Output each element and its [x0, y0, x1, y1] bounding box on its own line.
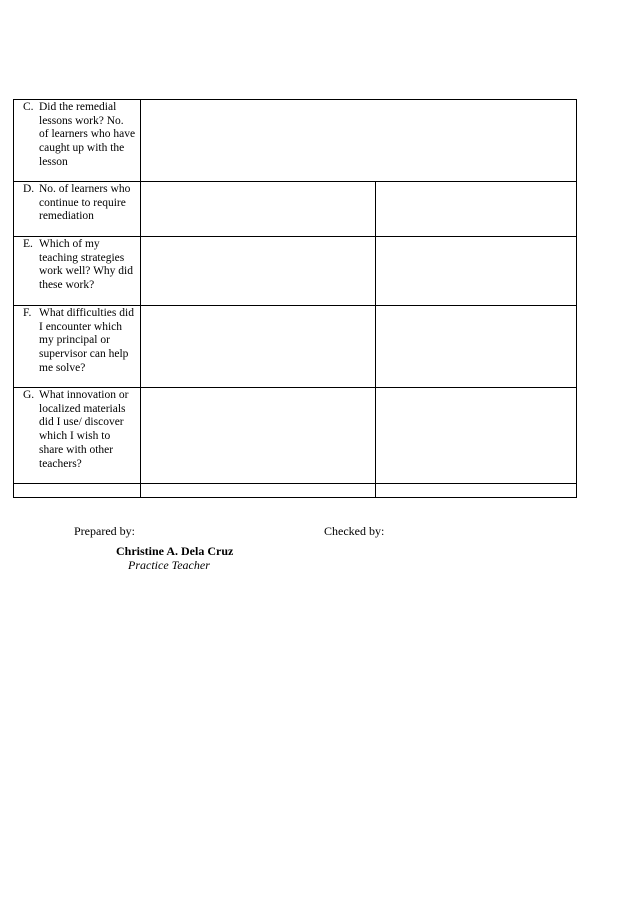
question-cell-f — [14, 306, 141, 388]
question-text: What innovation or localized materials did I use/ discover which I wish to share with other teachers? — [39, 389, 129, 470]
table-row — [14, 306, 577, 388]
prepared-by-label: Prepared by: — [74, 524, 135, 538]
answer-cell-f-2[interactable] — [376, 306, 577, 388]
answer-cell-d-2[interactable] — [376, 182, 577, 237]
reflection-table — [13, 99, 577, 498]
answer-cell-f-1[interactable] — [141, 306, 376, 388]
empty-cell-1 — [14, 484, 141, 498]
question-text: Did the remedial lessons work? No. of learners who have caught up with the lesson — [39, 101, 136, 168]
table-row — [14, 388, 577, 484]
answer-cell-d-1[interactable] — [141, 182, 376, 237]
answer-cell-g-2[interactable] — [376, 388, 577, 484]
question-letter: G. — [23, 389, 35, 401]
empty-cell-2 — [141, 484, 376, 498]
empty-cell-3 — [376, 484, 577, 498]
question-letter: F. — [23, 307, 32, 319]
answer-cell-c[interactable] — [141, 100, 577, 182]
answer-cell-e-1[interactable] — [141, 237, 376, 306]
teacher-role: Practice Teacher — [128, 558, 210, 572]
question-letter: E. — [23, 238, 33, 250]
question-text: No. of learners who continue to require remediation — [39, 183, 131, 223]
question-text: What difficulties did I encounter which my principal or supervisor can help me solve? — [39, 307, 134, 374]
question-cell-g — [14, 388, 141, 484]
question-cell-c — [14, 100, 141, 182]
answer-cell-g-1[interactable] — [141, 388, 376, 484]
checked-by-label: Checked by: — [324, 524, 385, 538]
question-letter: D. — [23, 183, 35, 195]
question-letter: C. — [23, 101, 34, 113]
table-row — [14, 182, 577, 237]
question-cell-d — [14, 182, 141, 237]
table-row — [14, 100, 577, 182]
question-cell-e — [14, 237, 141, 306]
teacher-name: Christine A. Dela Cruz — [116, 544, 234, 558]
table-row — [14, 237, 577, 306]
question-text: Which of my teaching strategies work well? Why did these work? — [39, 238, 134, 292]
table-row — [14, 484, 577, 498]
answer-cell-e-2[interactable] — [376, 237, 577, 306]
